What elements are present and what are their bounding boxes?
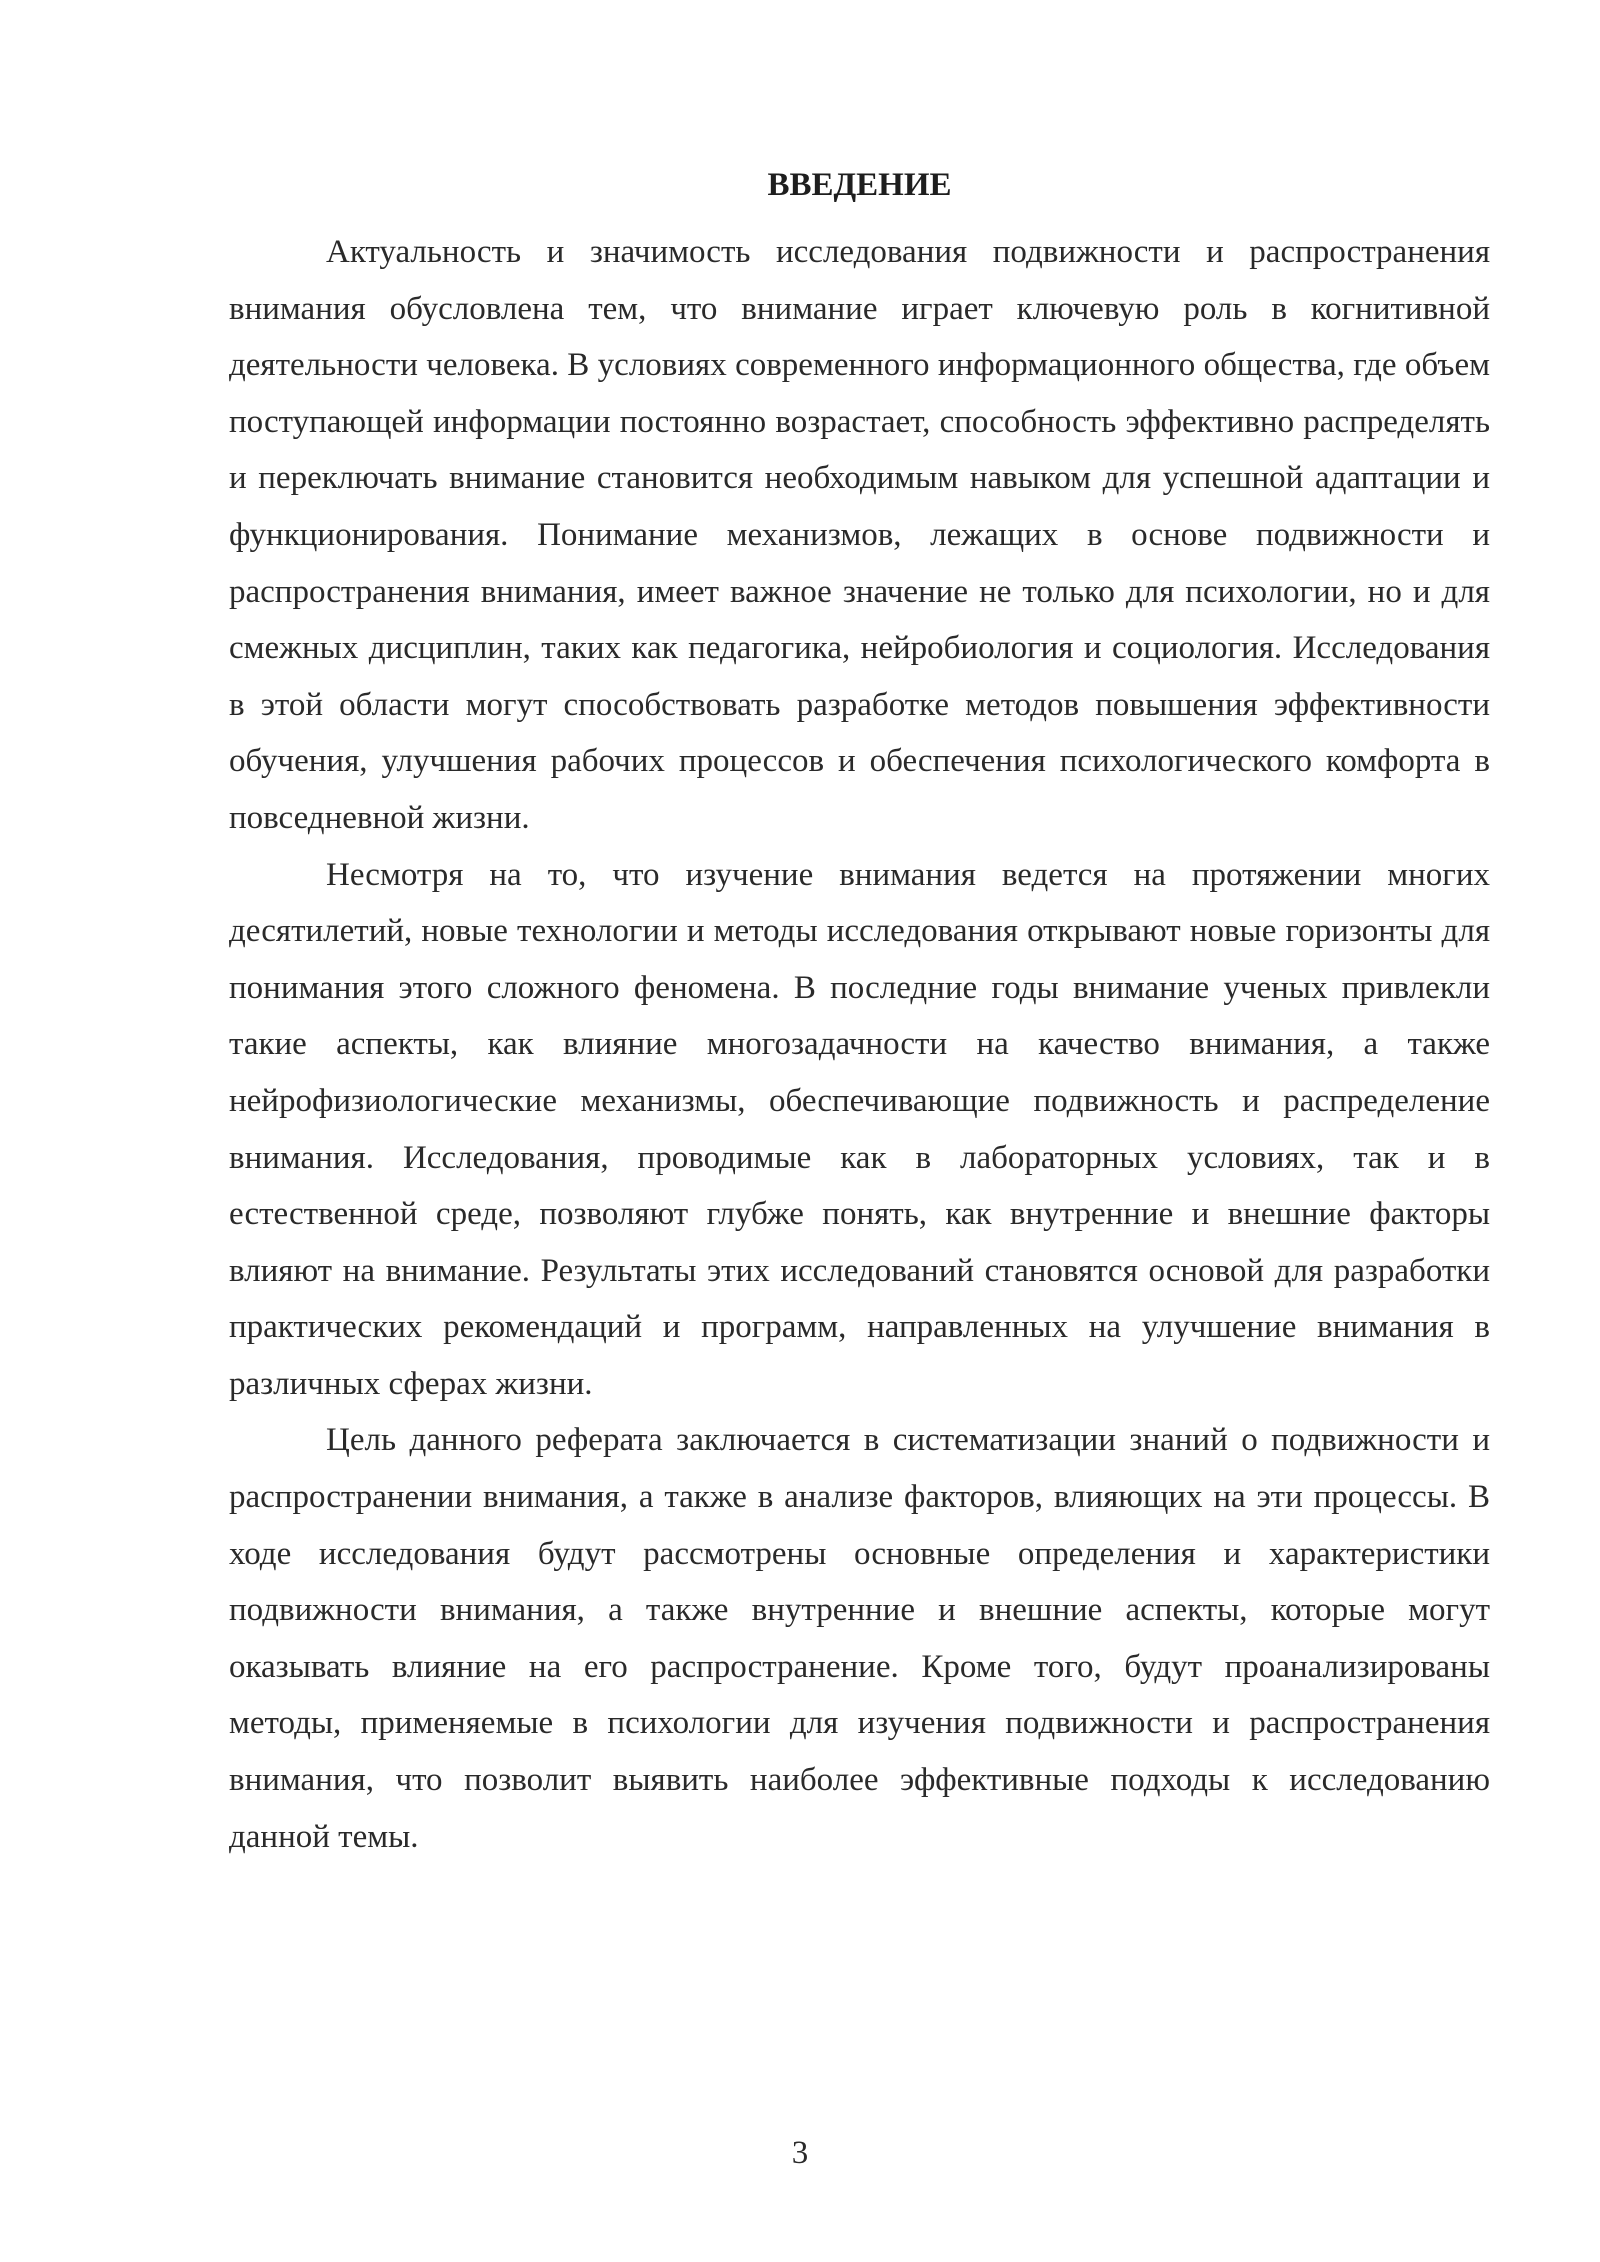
page-content bbox=[229, 160, 1490, 1865]
paragraph-research-trends: Несмотря на то, что изучение внимания ведется на протяжении многих десятилетий, новые технологии и методы исследования открывают новые горизонты для понимания этого сложного феномена. В последние годы внимание ученых привлекли такие аспекты, как влияние многозадачности на качество внимания, а также нейрофизиологические механизмы, обеспечивающие подвижность и распределение внимания. Исследования, проводимые как в лабораторных условиях, так и в естественной среде, позволяют глубже понять, как внутренние и внешние факторы влияют на внимание. Результаты этих исследований становятся основой для разработки практических рекомендаций и программ, направленных на улучшение внимания в различных сферах жизни. bbox=[229, 856, 1490, 1402]
page-number: 3 bbox=[791, 2135, 809, 2171]
paragraph-relevance: Актуальность и значимость исследования подвижности и распространения внимания обусловлена тем, что внимание играет ключевую роль в когнитивной деятельности человека. В условиях современного информационного общества, где объем поступающей информации постоянно возрастает, способность эффективно распределять и переключать внимание становится необходимым навыком для успешной адаптации и функционирования. Понимание механизмов, лежащих в основе подвижности и распространения внимания, имеет важное значение не только для психологии, но и для смежных дисциплин, таких как педагогика, нейробиология и социология. Исследования в этой области могут способствовать разработке методов повышения эффективности обучения, улучшения рабочих процессов и обеспечения психологического комфорта в повседневной жизни. bbox=[229, 234, 1490, 836]
paragraph-goal: Цель данного реферата заключается в систематизации знаний о подвижности и распространении внимания, а также в анализе факторов, влияющих на эти процессы. В ходе исследования будут рассмотрены основные определения и характеристики подвижности внимания, а также внутренние и внешние аспекты, которые могут оказывать влияние на его распространение. Кроме того, будут проанализированы методы, применяемые в психологии для изучения подвижности и распространения внимания, что позволит выявить наиболее эффективные подходы к исследованию данной темы. bbox=[229, 1422, 1490, 1855]
section-heading: ВВЕДЕНИЕ bbox=[767, 167, 952, 203]
